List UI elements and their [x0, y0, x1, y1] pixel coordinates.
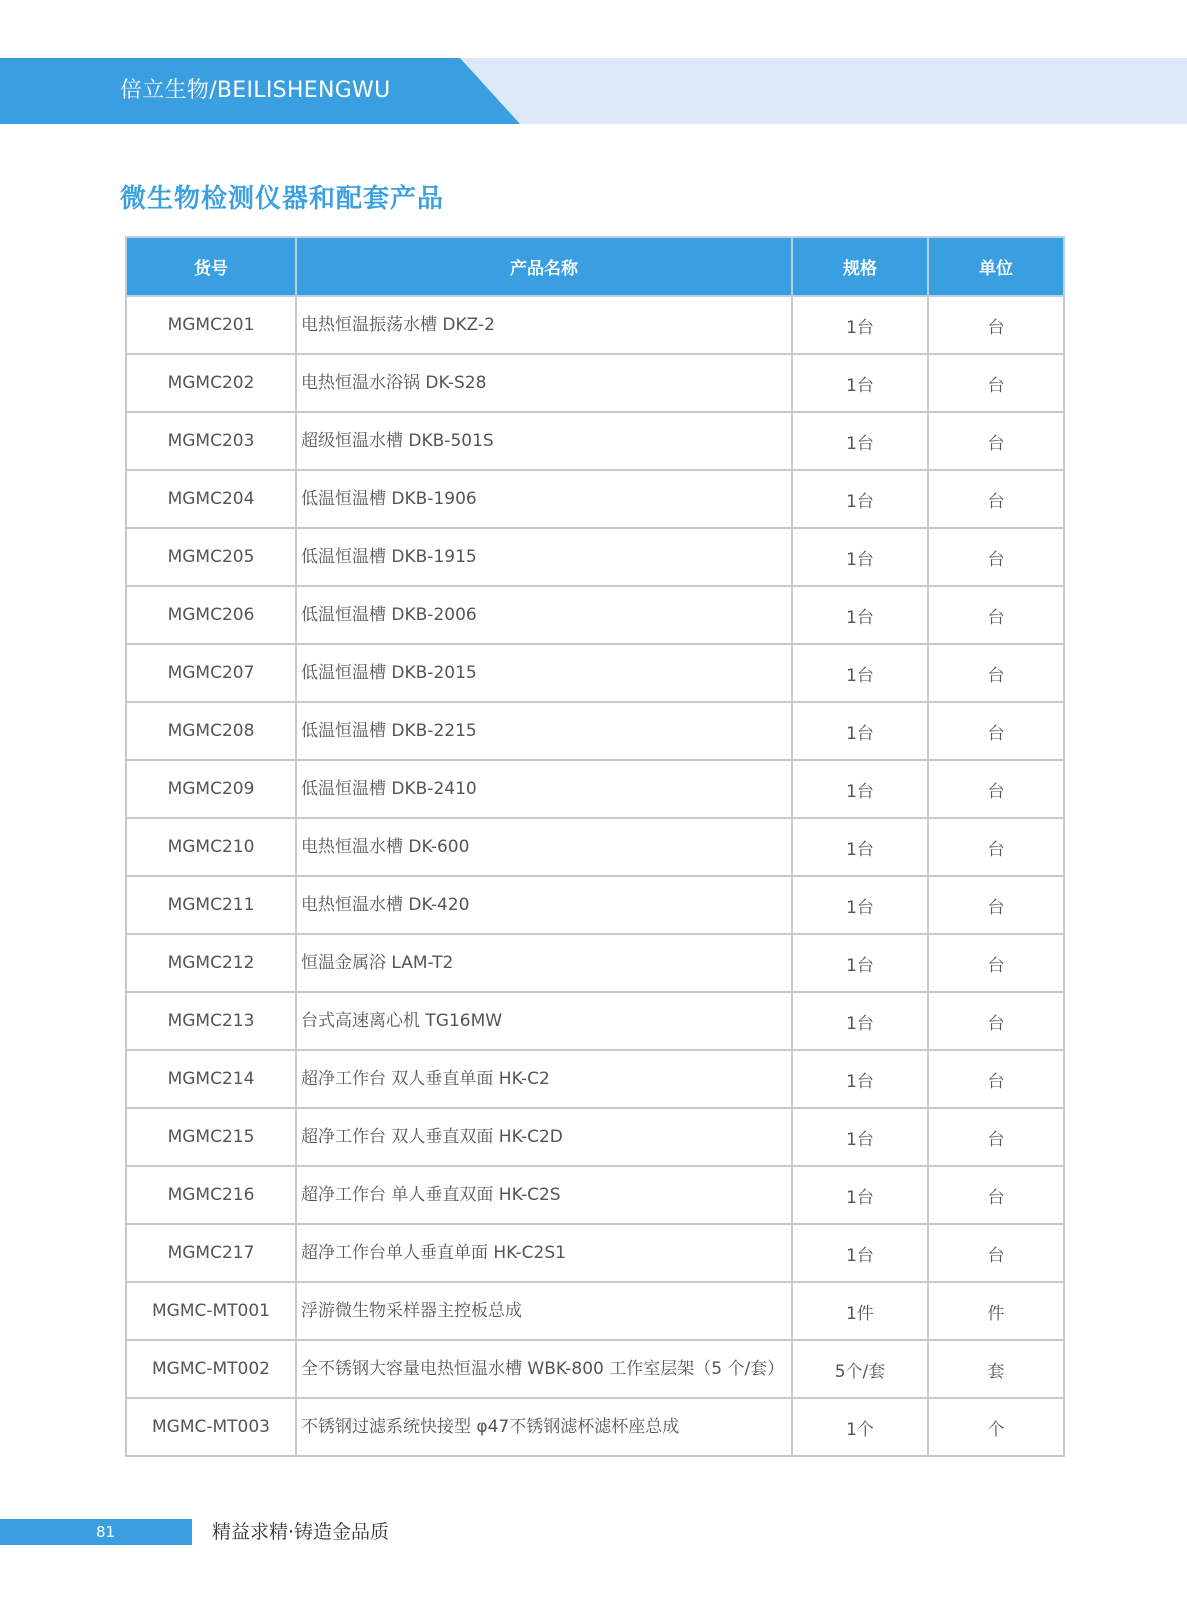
cell-unit: 台 [928, 760, 1064, 818]
cell-code: MGMC215 [126, 1108, 296, 1166]
cell-product-name: 全不锈钢大容量电热恒温水槽 WBK-800 工作室层架（5 个/套） [296, 1340, 792, 1398]
cell-unit: 件 [928, 1282, 1064, 1340]
cell-spec: 1台 [792, 412, 928, 470]
cell-spec: 1台 [792, 876, 928, 934]
cell-code: MGMC207 [126, 644, 296, 702]
cell-product-name: 恒温金属浴 LAM-T2 [296, 934, 792, 992]
cell-product-name: 低温恒温槽 DKB-1906 [296, 470, 792, 528]
cell-spec: 1台 [792, 934, 928, 992]
cell-product-name: 低温恒温槽 DKB-2410 [296, 760, 792, 818]
table-row [126, 528, 1064, 586]
table-row [126, 702, 1064, 760]
cell-spec: 1台 [792, 1224, 928, 1282]
table-row [126, 760, 1064, 818]
cell-code: MGMC205 [126, 528, 296, 586]
table-row [126, 1224, 1064, 1282]
column-header-spec: 规格 [792, 237, 928, 296]
cell-code: MGMC217 [126, 1224, 296, 1282]
cell-unit: 台 [928, 1108, 1064, 1166]
footer-slogan: 精益求精·铸造金品质 [212, 1521, 390, 1543]
table-header-row [126, 237, 1064, 296]
page-number-bar [0, 1519, 192, 1545]
cell-product-name: 台式高速离心机 TG16MW [296, 992, 792, 1050]
cell-code: MGMC203 [126, 412, 296, 470]
cell-spec: 1台 [792, 354, 928, 412]
table-row [126, 992, 1064, 1050]
cell-product-name: 浮游微生物采样器主控板总成 [296, 1282, 792, 1340]
column-header-code: 货号 [126, 237, 296, 296]
cell-spec: 1台 [792, 1108, 928, 1166]
cell-code: MGMC-MT002 [126, 1340, 296, 1398]
cell-product-name: 超净工作台 双人垂直双面 HK-C2D [296, 1108, 792, 1166]
column-header-unit: 单位 [928, 237, 1064, 296]
cell-product-name: 电热恒温水浴锅 DK-S28 [296, 354, 792, 412]
cell-product-name: 不锈钢过滤系统快接型 φ47不锈钢滤杯滤杯座总成 [296, 1398, 792, 1456]
table-row [126, 1050, 1064, 1108]
cell-code: MGMC206 [126, 586, 296, 644]
cell-code: MGMC216 [126, 1166, 296, 1224]
cell-spec: 1台 [792, 760, 928, 818]
cell-unit: 台 [928, 1166, 1064, 1224]
cell-spec: 1台 [792, 528, 928, 586]
cell-product-name: 超净工作台 双人垂直单面 HK-C2 [296, 1050, 792, 1108]
cell-unit: 台 [928, 644, 1064, 702]
cell-code: MGMC213 [126, 992, 296, 1050]
column-header-name: 产品名称 [296, 237, 792, 296]
cell-unit: 台 [928, 586, 1064, 644]
cell-product-name: 低温恒温槽 DKB-1915 [296, 528, 792, 586]
cell-code: MGMC204 [126, 470, 296, 528]
cell-unit: 台 [928, 1224, 1064, 1282]
table-row [126, 354, 1064, 412]
cell-product-name: 电热恒温水槽 DK-600 [296, 818, 792, 876]
table-row [126, 818, 1064, 876]
cell-product-name: 超净工作台单人垂直单面 HK-C2S1 [296, 1224, 792, 1282]
table-row [126, 1166, 1064, 1224]
cell-unit: 台 [928, 702, 1064, 760]
cell-unit: 台 [928, 1050, 1064, 1108]
cell-spec: 5个/套 [792, 1340, 928, 1398]
cell-code: MGMC208 [126, 702, 296, 760]
cell-product-name: 电热恒温振荡水槽 DKZ-2 [296, 296, 792, 354]
page-number: 81 [96, 1523, 116, 1541]
cell-code: MGMC211 [126, 876, 296, 934]
cell-code: MGMC202 [126, 354, 296, 412]
cell-spec: 1台 [792, 1166, 928, 1224]
table-row [126, 586, 1064, 644]
cell-product-name: 低温恒温槽 DKB-2215 [296, 702, 792, 760]
cell-unit: 台 [928, 470, 1064, 528]
table-row [126, 644, 1064, 702]
cell-unit: 套 [928, 1340, 1064, 1398]
table-row [126, 412, 1064, 470]
table-row [126, 1108, 1064, 1166]
cell-unit: 台 [928, 354, 1064, 412]
cell-spec: 1台 [792, 702, 928, 760]
cell-unit: 台 [928, 934, 1064, 992]
cell-unit: 台 [928, 818, 1064, 876]
cell-code: MGMC201 [126, 296, 296, 354]
cell-spec: 1个 [792, 1398, 928, 1456]
table-row [126, 1340, 1064, 1398]
cell-code: MGMC209 [126, 760, 296, 818]
cell-product-name: 低温恒温槽 DKB-2006 [296, 586, 792, 644]
cell-spec: 1台 [792, 1050, 928, 1108]
cell-product-name: 电热恒温水槽 DK-420 [296, 876, 792, 934]
cell-code: MGMC210 [126, 818, 296, 876]
table-row [126, 934, 1064, 992]
cell-unit: 台 [928, 992, 1064, 1050]
cell-spec: 1台 [792, 644, 928, 702]
cell-product-name: 超级恒温水槽 DKB-501S [296, 412, 792, 470]
cell-unit: 个 [928, 1398, 1064, 1456]
cell-unit: 台 [928, 528, 1064, 586]
cell-code: MGMC212 [126, 934, 296, 992]
table-row [126, 470, 1064, 528]
table-row [126, 1398, 1064, 1456]
cell-spec: 1台 [792, 296, 928, 354]
cell-spec: 1台 [792, 818, 928, 876]
cell-unit: 台 [928, 412, 1064, 470]
product-table [125, 236, 1065, 1457]
table-row [126, 876, 1064, 934]
brand-name: 倍立生物/BEILISHENGWU [120, 78, 391, 103]
table-row [126, 296, 1064, 354]
cell-unit: 台 [928, 296, 1064, 354]
cell-spec: 1台 [792, 586, 928, 644]
table-row [126, 1282, 1064, 1340]
cell-product-name: 超净工作台 单人垂直双面 HK-C2S [296, 1166, 792, 1224]
cell-product-name: 低温恒温槽 DKB-2015 [296, 644, 792, 702]
section-title: 微生物检测仪器和配套产品 [120, 184, 445, 214]
cell-unit: 台 [928, 876, 1064, 934]
cell-code: MGMC-MT003 [126, 1398, 296, 1456]
cell-spec: 1台 [792, 992, 928, 1050]
table-body [126, 296, 1064, 1456]
cell-code: MGMC-MT001 [126, 1282, 296, 1340]
cell-spec: 1件 [792, 1282, 928, 1340]
cell-spec: 1台 [792, 470, 928, 528]
cell-code: MGMC214 [126, 1050, 296, 1108]
